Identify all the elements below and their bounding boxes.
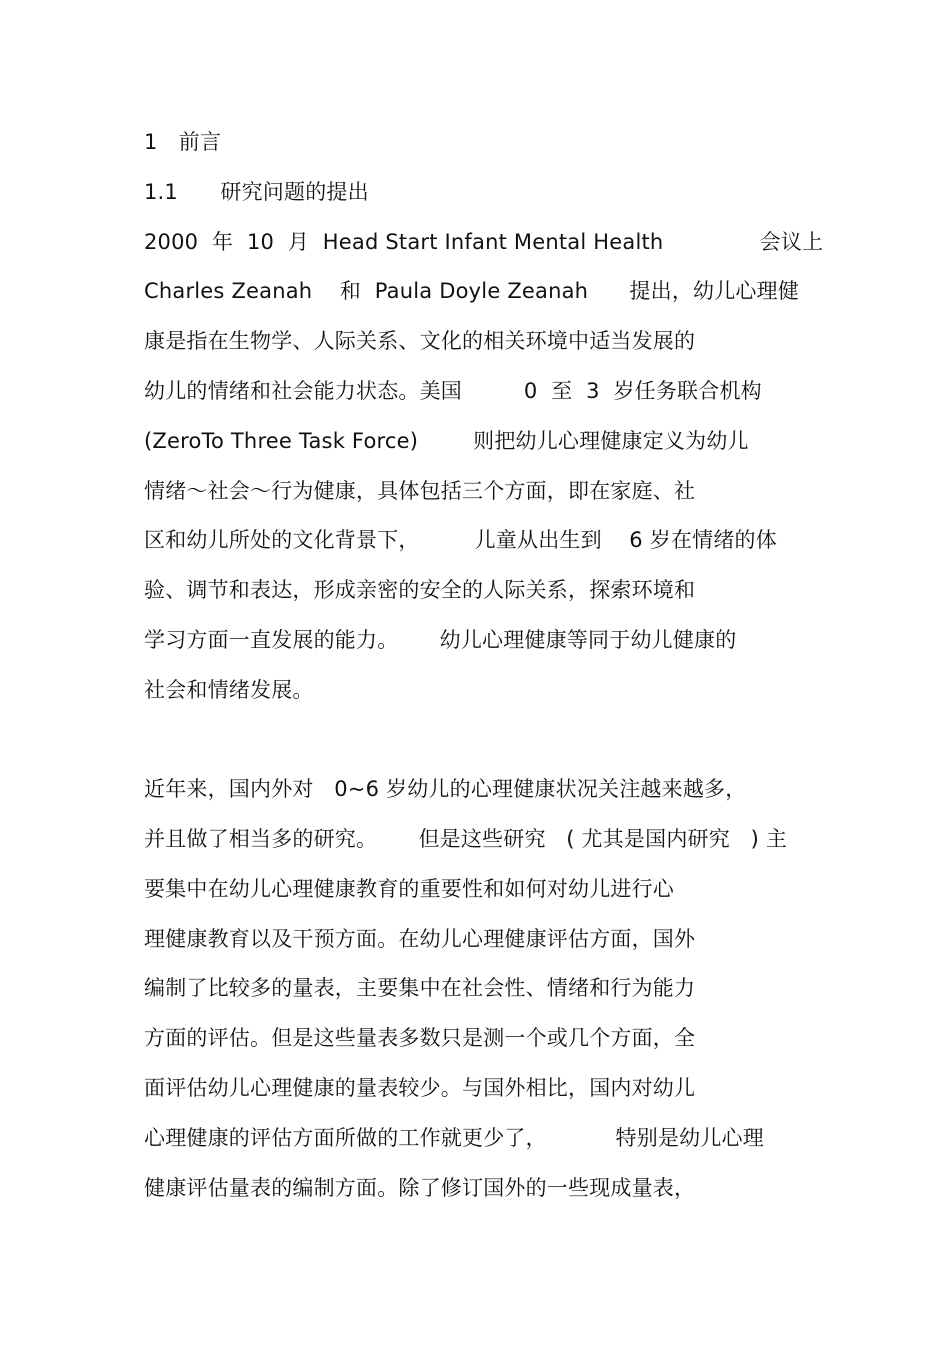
subsection-heading: 1.1 研究问题的提出 bbox=[144, 180, 369, 204]
text-line: 理健康教育以及干预方面。在幼儿心理健康评估方面，国外 bbox=[144, 927, 696, 951]
text-line: 并且做了相当多的研究。 但是这些研究 ( 尤其是国内研究 ) 主 bbox=[144, 827, 788, 851]
text-line: 幼儿的情绪和社会能力状态。美国 0 至 3 岁任务联合机构 bbox=[144, 379, 762, 403]
text-line: 验、调节和表达，形成亲密的安全的人际关系，探索环境和 bbox=[144, 578, 696, 602]
text-line: 社会和情绪发展。 bbox=[144, 678, 314, 702]
text-line: (ZeroTo Three Task Force) 则把幼儿心理健康定义为幼儿 bbox=[144, 429, 749, 453]
text-line: 学习方面一直发展的能力。 幼儿心理健康等同于幼儿健康的 bbox=[144, 628, 737, 652]
text-line: 健康评估量表的编制方面。除了修订国外的一些现成量表， bbox=[144, 1176, 696, 1200]
text-line: 康是指在生物学、人际关系、文化的相关环境中适当发展的 bbox=[144, 329, 696, 353]
text-line: 编制了比较多的量表，主要集中在社会性、情绪和行为能力 bbox=[144, 976, 696, 1000]
text-line: 要集中在幼儿心理健康教育的重要性和如何对幼儿进行心 bbox=[144, 877, 674, 901]
text-line: 近年来，国内外对 0~6 岁幼儿的心理健康状况关注越来越多， bbox=[144, 777, 747, 801]
text-line: 方面的评估。但是这些量表多数只是测一个或几个方面，全 bbox=[144, 1026, 696, 1050]
section-heading: 1 前言 bbox=[144, 130, 222, 154]
text-line: 情绪～社会～行为健康，具体包括三个方面，即在家庭、社 bbox=[144, 479, 696, 503]
text-line: 心理健康的评估方面所做的工作就更少了， 特别是幼儿心理 bbox=[144, 1126, 764, 1150]
text-line: 区和幼儿所处的文化背景下， 儿童从出生到 6 岁在情绪的体 bbox=[144, 528, 777, 552]
text-line: 2000 年 10 月 Head Start Infant Mental Health 会议上 bbox=[144, 230, 824, 254]
text-line: 面评估幼儿心理健康的量表较少。与国外相比，国内对幼儿 bbox=[144, 1076, 696, 1100]
text-line: Charles Zeanah 和 Paula Doyle Zeanah 提出，幼儿心理健 bbox=[144, 279, 800, 303]
